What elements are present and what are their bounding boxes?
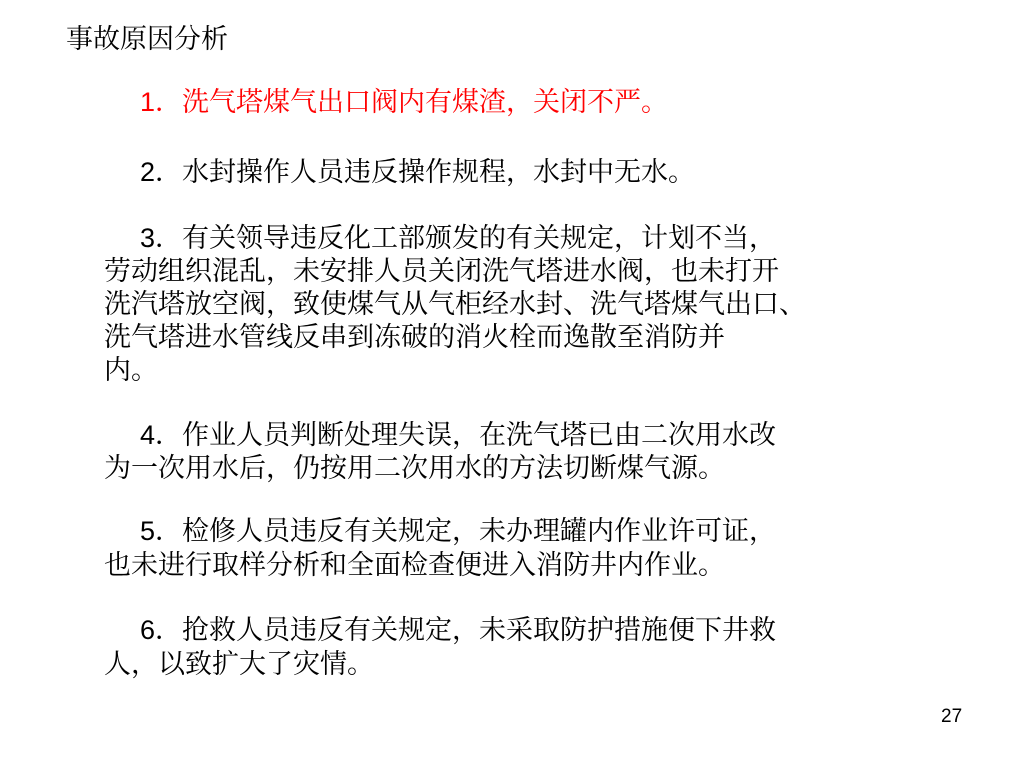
page-number: 27 (941, 706, 963, 727)
item-6-number: 6． (140, 615, 183, 645)
item-2-text: 水封操作人员违反操作规程，水封中无水。 (182, 157, 696, 188)
item-1-line-1 (140, 86, 668, 119)
item-5-line-1 (140, 515, 776, 548)
item-3-line-1 (140, 222, 776, 255)
item-6-text: 抢救人员违反有关规定，未采取防护措施便下井救 (182, 615, 777, 646)
item-3-number: 3． (140, 223, 183, 253)
item-3-text: 有关领导违反化工部颁发的有关规定，计划不当， (182, 223, 777, 254)
item-4-line-2: 为一次用水后，仍按用二次用水的方法切断煤气源。 (104, 453, 725, 484)
item-4-line-1 (140, 419, 776, 452)
slide-title: 事故原因分析 (66, 24, 228, 55)
item-6-line-2: 人，以致扩大了灾情。 (104, 649, 374, 680)
item-5-number: 5． (140, 516, 183, 546)
item-4-text: 作业人员判断处理失误，在洗气塔已由二次用水改 (182, 420, 777, 451)
item-1-number: 1． (140, 87, 183, 117)
item-2-line-1 (140, 156, 695, 189)
item-1-text: 洗气塔煤气出口阀内有煤渣，关闭不严。 (182, 87, 669, 118)
item-6-line-1 (140, 614, 776, 647)
item-3-line-3: 洗汽塔放空阀，致使煤气从气柜经水封、洗气塔煤气出口、 (104, 289, 806, 320)
item-3-line-2: 劳动组织混乱，未安排人员关闭洗气塔进水阀，也未打开 (104, 256, 779, 287)
item-5-line-2: 也未进行取样分析和全面检查便进入消防井内作业。 (104, 550, 725, 581)
item-5-text: 检修人员违反有关规定，未办理罐内作业许可证， (182, 516, 777, 547)
item-2-number: 2． (140, 157, 183, 187)
item-3-line-5: 内。 (104, 355, 158, 386)
item-4-number: 4． (140, 420, 183, 450)
item-3-line-4: 洗气塔进水管线反串到冻破的消火栓而逸散至消防并 (104, 322, 725, 353)
